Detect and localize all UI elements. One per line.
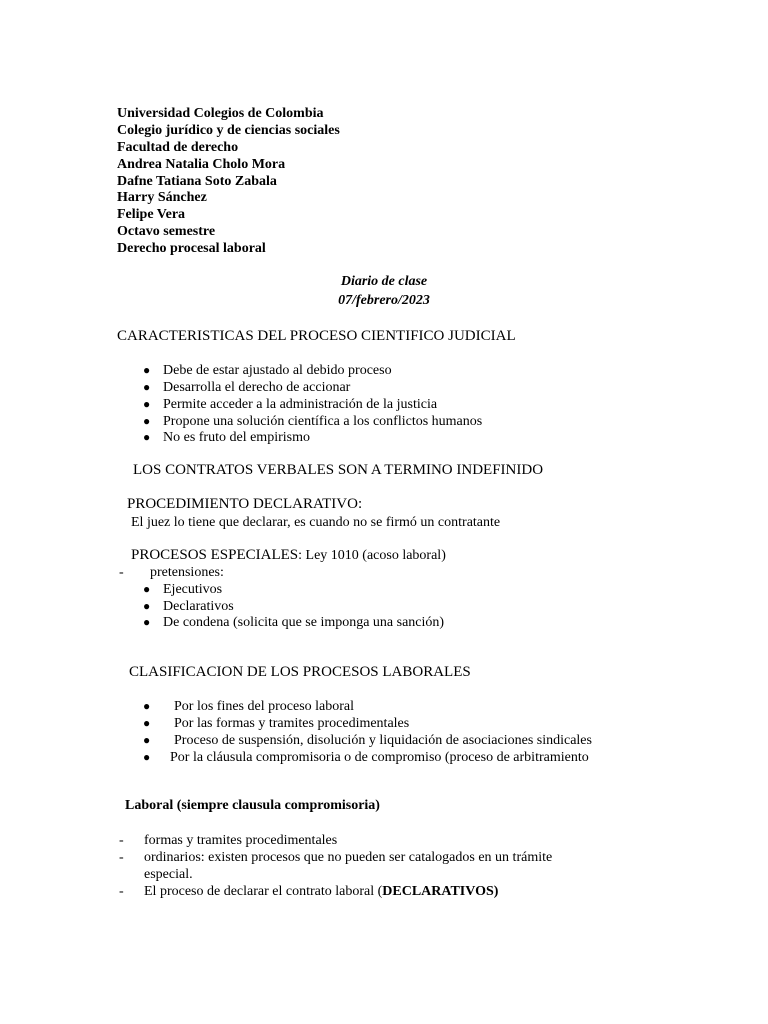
dash-item-bold: DECLARATIVOS)	[382, 884, 499, 899]
bullet-icon: ●	[143, 380, 151, 394]
list-item: Proceso de suspensión, disolución y liquidación de asociaciones sindicales	[174, 733, 592, 748]
doc-date: 07/febrero/2023	[338, 293, 430, 308]
dash-item-line	[144, 883, 498, 900]
dash-icon: -	[119, 884, 124, 899]
list-item: De condena (solicita que se imponga una sanción)	[163, 615, 445, 630]
list-item: Ejecutivos	[163, 582, 223, 597]
header-line-author-3: Harry Sánchez	[117, 190, 207, 205]
bullet-icon: ●	[143, 430, 151, 444]
header-line-university: Universidad Colegios de Colombia	[117, 106, 324, 121]
header-line-course: Derecho procesal laboral	[117, 241, 266, 256]
section1-heading: CARACTERISTICAS DEL PROCESO CIENTIFICO JUDICIAL	[117, 328, 516, 344]
list-item: Desarrolla el derecho de accionar	[163, 380, 351, 395]
bullet-icon: ●	[143, 599, 151, 613]
bullet-icon: ●	[143, 582, 151, 596]
bullet-icon: ●	[143, 716, 151, 730]
section6-heading: Laboral (siempre clausula compromisoria)	[125, 798, 380, 813]
section3-heading: PROCEDIMIENTO DECLARATIVO:	[127, 496, 363, 512]
dash-item-continuation: especial.	[144, 867, 193, 882]
dash-icon: -	[119, 850, 124, 865]
list-item: Por la cláusula compromisoria o de compromiso (proceso de arbitramiento	[170, 750, 589, 765]
bullet-icon: ●	[143, 699, 151, 713]
bullet-icon: ●	[143, 733, 151, 747]
section4-heading-rest: : Ley 1010 (acoso laboral)	[298, 548, 446, 563]
list-item: No es fruto del empirismo	[163, 430, 310, 445]
list-item: Permite acceder a la administración de la justicia	[163, 397, 438, 412]
list-item: Declarativos	[163, 599, 234, 614]
dash-item: formas y tramites procedimentales	[144, 833, 338, 848]
bullet-icon: ●	[143, 414, 151, 428]
section4-heading-line	[131, 547, 446, 564]
dash-icon: -	[119, 833, 124, 848]
bullet-icon: ●	[143, 615, 151, 629]
header-line-college: Colegio jurídico y de ciencias sociales	[117, 123, 340, 138]
list-item: Debe de estar ajustado al debido proceso	[163, 363, 392, 378]
header-line-author-4: Felipe Vera	[117, 207, 186, 222]
section2-heading: LOS CONTRATOS VERBALES SON A TERMINO INDEFINIDO	[133, 462, 544, 478]
section3-text: El juez lo tiene que declarar, es cuando no se firmó un contratante	[131, 515, 501, 530]
dash-icon: -	[119, 565, 124, 580]
header-line-author-1: Andrea Natalia Cholo Mora	[117, 157, 286, 172]
bullet-icon: ●	[143, 363, 151, 377]
list-item: Propone una solución científica a los conflictos humanos	[163, 414, 483, 429]
header-line-semester: Octavo semestre	[117, 224, 216, 239]
section4-heading: PROCESOS ESPECIALES	[131, 547, 299, 563]
doc-title: Diario de clase	[340, 274, 428, 289]
dash-item: pretensiones:	[150, 565, 224, 580]
bullet-icon: ●	[143, 397, 151, 411]
list-item: Por los fines del proceso laboral	[174, 699, 355, 714]
section5-heading: CLASIFICACION DE LOS PROCESOS LABORALES	[129, 664, 471, 680]
header-line-faculty: Facultad de derecho	[117, 140, 239, 155]
header-line-author-2: Dafne Tatiana Soto Zabala	[117, 174, 277, 189]
dash-item: El proceso de declarar el contrato laboral (	[144, 884, 383, 899]
bullet-icon: ●	[143, 750, 151, 764]
dash-item: ordinarios: existen procesos que no pueden ser catalogados en un trámite	[144, 850, 553, 865]
list-item: Por las formas y tramites procedimentales	[174, 716, 410, 731]
